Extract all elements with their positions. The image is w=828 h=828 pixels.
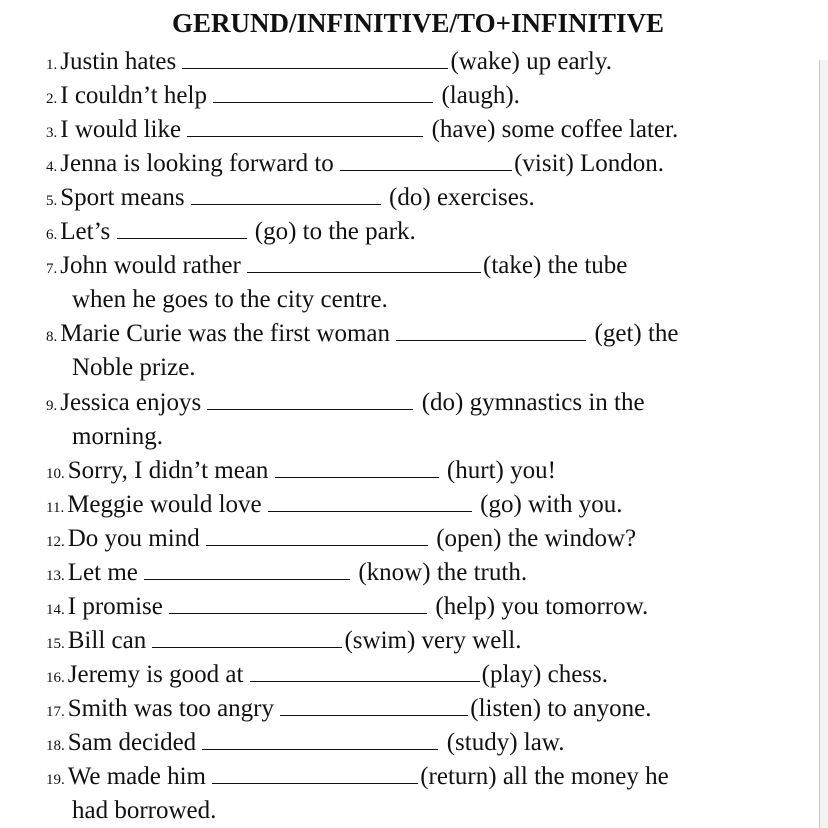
answer-blank[interactable]: [280, 695, 468, 716]
worksheet-title: GERUND/INFINITIVE/TO+INFINITIVE: [172, 8, 664, 38]
scrollbar-track[interactable]: [819, 60, 828, 828]
sentence-start: I would like: [60, 116, 182, 143]
sentence-start: I couldn’t help: [60, 82, 207, 109]
answer-blank[interactable]: [187, 116, 423, 137]
item-number: 4.: [46, 159, 58, 175]
answer-blank[interactable]: [247, 252, 481, 273]
sentence-end: (do) gymnastics in the: [421, 389, 645, 416]
sentence-end: (visit) London.: [514, 150, 665, 177]
item-number: 13.: [46, 568, 65, 584]
sentence-end: (wake) up early.: [450, 48, 612, 75]
exercise-item-17: [46, 692, 651, 729]
exercise-item-9-continuation: morning.: [72, 423, 163, 450]
sentence-start: Let me: [67, 559, 138, 586]
exercise-item-10: [46, 454, 556, 491]
sentence-start: Jessica enjoys: [60, 389, 202, 416]
sentence-end: (get) the: [594, 320, 679, 347]
item-number: 8.: [46, 329, 58, 345]
sentence-end: (play) chess.: [481, 661, 609, 688]
answer-blank[interactable]: [117, 218, 247, 239]
answer-blank[interactable]: [144, 559, 350, 580]
answer-blank[interactable]: [169, 593, 427, 614]
answer-blank[interactable]: [212, 763, 418, 784]
item-number: 11.: [46, 500, 65, 516]
answer-blank[interactable]: [207, 389, 413, 410]
item-number: 18.: [46, 738, 65, 754]
sentence-start: Smith was too angry: [67, 695, 274, 722]
answer-blank[interactable]: [268, 491, 472, 512]
item-number: 15.: [46, 636, 65, 652]
item-number: 2.: [46, 91, 58, 107]
sentence-start: Sam decided: [67, 729, 197, 756]
item-number: 19.: [46, 772, 65, 788]
answer-blank[interactable]: [250, 661, 480, 682]
sentence-end: (open) the window?: [436, 525, 637, 552]
sentence-start: John would rather: [60, 252, 241, 279]
answer-blank[interactable]: [206, 525, 428, 546]
sentence-end: (listen) to anyone.: [470, 695, 652, 722]
item-number: 9.: [46, 398, 58, 414]
answer-blank[interactable]: [213, 82, 433, 103]
answer-blank[interactable]: [396, 320, 586, 341]
answer-blank[interactable]: [202, 729, 438, 750]
exercise-item-13: [46, 556, 527, 593]
exercise-item-15: [46, 624, 522, 661]
answer-blank[interactable]: [191, 184, 381, 205]
exercise-item-8-continuation: Noble prize.: [72, 354, 196, 381]
item-number: 5.: [46, 193, 58, 209]
sentence-end: (laugh).: [441, 82, 520, 109]
sentence-start: Let’s: [60, 218, 111, 245]
exercise-item-11: [46, 488, 622, 525]
sentence-start: Sorry, I didn’t mean: [67, 457, 269, 484]
sentence-end: (return) all the money he: [420, 763, 669, 790]
exercise-item-3: [46, 113, 678, 150]
sentence-start: Marie Curie was the first woman: [60, 320, 391, 347]
item-number: 14.: [46, 602, 65, 618]
exercise-item-7-continuation: when he goes to the city centre.: [72, 286, 388, 313]
exercise-item-18: [46, 726, 565, 763]
sentence-end: (have) some coffee later.: [431, 116, 679, 143]
sentence-start: Sport means: [60, 184, 185, 211]
answer-blank[interactable]: [275, 457, 439, 478]
answer-blank[interactable]: [340, 150, 512, 171]
sentence-end: (swim) very well.: [344, 627, 522, 654]
item-number: 16.: [46, 670, 65, 686]
exercise-item-6: [46, 215, 416, 252]
exercise-item-2: [46, 79, 520, 116]
exercise-item-12: [46, 522, 636, 559]
exercise-item-5: [46, 181, 535, 218]
exercise-item-8: [46, 317, 679, 354]
item-number: 1.: [46, 57, 58, 73]
exercise-item-19-continuation: had borrowed.: [72, 797, 217, 824]
sentence-start: Jenna is looking forward to: [60, 150, 334, 177]
item-number: 3.: [46, 125, 58, 141]
sentence-end: (study) law.: [446, 729, 565, 756]
sentence-end: (do) exercises.: [389, 184, 535, 211]
sentence-start: Meggie would love: [67, 491, 262, 518]
sentence-end: (help) you tomorrow.: [435, 593, 649, 620]
sentence-end: (hurt) you!: [446, 457, 556, 484]
item-number: 7.: [46, 261, 58, 277]
exercise-item-9: [46, 386, 645, 423]
item-number: 10.: [46, 466, 65, 482]
exercise-item-19: [46, 760, 669, 797]
exercise-item-4: [46, 147, 664, 184]
answer-blank[interactable]: [152, 627, 342, 648]
sentence-end: (know) the truth.: [358, 559, 528, 586]
exercise-item-7: [46, 249, 627, 286]
sentence-start: Do you mind: [67, 525, 200, 552]
sentence-start: We made him: [67, 763, 206, 790]
sentence-start: Justin hates: [60, 48, 177, 75]
sentence-end: (take) the tube: [483, 252, 628, 279]
item-number: 12.: [46, 534, 65, 550]
sentence-end: (go) to the park.: [254, 218, 416, 245]
item-number: 6.: [46, 227, 58, 243]
exercise-item-16: [46, 658, 608, 695]
sentence-end: (go) with you.: [480, 491, 623, 518]
sentence-start: Jeremy is good at: [67, 661, 244, 688]
exercise-item-1: [46, 45, 612, 82]
answer-blank[interactable]: [182, 48, 448, 69]
item-number: 17.: [46, 704, 65, 720]
sentence-start: Bill can: [67, 627, 147, 654]
sentence-start: I promise: [67, 593, 163, 620]
exercise-item-14: [46, 590, 648, 627]
